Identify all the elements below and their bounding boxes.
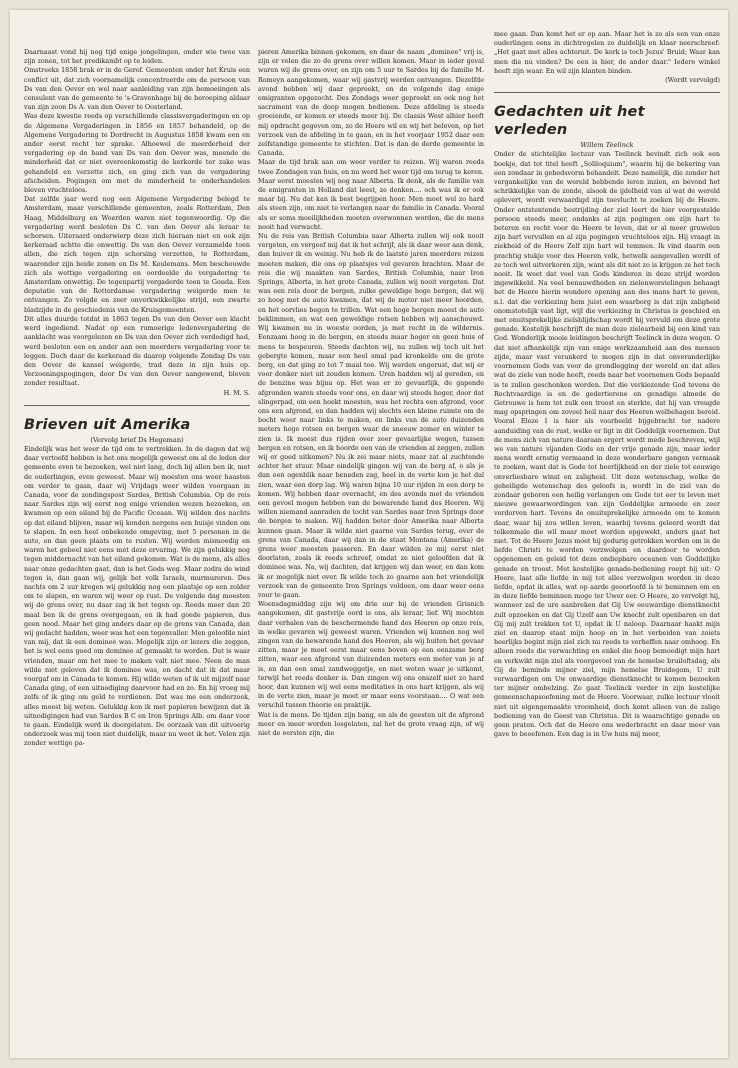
article-title: Brieven uit Amerika [24, 416, 191, 433]
reflections-article [494, 103, 720, 739]
paragraph: Dat zelfde jaar werd nog een Algemene Vergadering belegd te Amsterdam, maar verschillende gemeenten, zoals Rotterdam, Den Haag, Middelburg en Woerden waren niet tegenwoordig. Op die vergadering werd besloten Ds C. van den Oever als leraar te schorsen. Uiteraard onderwierp deze zich hieraan niet en ook zijn kerkeraad achtte die onwettig. Ds van den Oever verzamelde toen allen, die zich tegen zijn schorsing verzetten, te Rotterdam, waaronder zijn beide zonen en Ds M. Keulemans. Men beschouwde zich als wettige vergadering en oordeelde de vergadering te Amsterdam onwettig. De tegenpartij vergaderde toen te Gouda. Een deputatie van de Rotterdamse vergadering weigerde men te ontvangen. Zo volgde en zeer onverkwikkelijke strijd, een zwarte bladzijde in de geschiedenis van de Kruisgemeenten. [24, 195, 250, 314]
article-subtitle: (Vervolg brief Ds Hegeman) [90, 435, 184, 444]
article-author: Willem Teelinck [580, 141, 634, 150]
paragraph: Onder de stichtelijke lectuur van Teelinck bevindt zich ook een boekje, dat tot titel heeft „Soliloquium", waarin hij de bekering van een zondaar in gebedsvorm behandelt. Deze namelijk, die zonder het vergankelijke van de wereld hebbende leren inzien, en bevond het schrikkelijke van de zonde, alsook de ijdelheid van al wat de wereld oplevert, wordt verwaardigd zijn toevlucht te zoeken bij de Heere. Onder ontstentende bestrijding der ziel leert de hier voorgestelde persoon steeds meer, ondanks al zijn pogingen om zijn hart te beteren en recht voor de Heere te leven, dat er al meer gruwelen zijn hart vervullen en al zijn pogingen vruchteloos zijn. Hij vraagt in ziekheid of de Heere Zelf zijn hart wil temmen. Ik vind daarin een prachtig stukje voor des Heeren volk, hetwelk aangevallen wordt of ze toch wel uitverkoren zijn, want als dit niet zo is krijgen ze het toch nooit. Ik weet dat veel van Gods kinderen in deze strijd worden ingewikkeld. Na veel benauwdheden en zielenworstelingen behaagt het de Heere hierin wondere opening aan des mans hart te geven, n.l. dat die verkiezing hem juist een waarborg is dat zijn zaligheid onomstotelijk vast ligt, wijl die verkiezing in Christus is geschied en met onuitsprekelijke zielsblijdschap wordt hij vervuld om deze grote genade. Kostelijk beschrijft de man deze zielearbeid bij een kind van God. Wonderlijk mooie leidingen beschrijft Teelinck in deze wegen. O dat niet afhankelijk zijn van enige werkzaamheid aan des mensen zijde, maar vast verankerd te mogen zijn in dat onveranderlijke voornemen Gods van voor de grondlegging der wereld en dat alles wat de ziele van node heeft, reeds naar het voornemen Gods bepaald is te zullen geschonken worden. Dat die verkiezende God tevens de Rechtvaardige is en de gedertierene en genadige almede de Getrouwe is hem tot zulk een troost en sterkte, dat hij van vreugde mag opspringen om zoveel heil naar des Heeren welbehagen bereid. Vooral Eleze I is hier als voorbeeld bijgebracht ter nadere aanduiding van de rust, welke er ligt in dit Goddelijk voornemen. Dat de mens zich van nature daaraan ergert wordt mede beschreven, wijl we van nature vijanden Gods en der vrije genade zijn, maar ieder mens wordt ernstig vermaand in deze wonderbare gangen vermaak te zoeken, want dat is Gode tot heerlijkheid en der ziele tot eeuwige onverliesbare winst en zaligheid. Uit deze wetenschap, welke de geheiligde wetenschap des geloofs is, wordt in de ziel van de zondaar geboren een heilig verlangen om Gode tot eer te leven met nieuwe gewaarwordingen van zijn Goddelijke armoede en zeer verdorven hart. Tevens de onuitsprekelijke armoede om te komen daar, waar hij zou willen leven, waarbij tevens geleerd wordt dat telkenmale die wil maar moet worden opgewekt, anders gaat het niet. Tot de Heere Jezus moet hij gedurig getrokken worden om in de liefde Christi te worden verzwolgen en daardoor te worden opgenomen en geleid tot deze ondiepbare oceanen van Goddelijke genade en troost. Met kostelijke genade-bediening roept hij uit: O Heere, laat alle liefde in mij tot alles verzwolgen worden in deze liefde, opdat ik alles, wat op aarde geoorloofd is te beminnen om en in deze liefde beminnen moge ter Uwer eer. O Heere, zo vervolgt hij, wanneer zal de ure aanbreken dat Gij Uw eeuwardige dienstknecht zult opzoeken en dat Gij Uzelf aan Uw knecht zult openbaren en dat Gij mij zult trekken tot U, opdat ik U naloop. Daarnaar haakt mijn ziel en daarop staat mijn hoop en in het verbeiden van zoiets heerlijks begint mijn ziel zich nu reeds te verheffen naar omhoog. En alleen reeds die verwachting en enkel die hoop bemoedigt mijn hart en verkwikt mijn ziel als voorgevoel van de hemelse bruiloftsdag, als Gij de beminde mijner ziel, mijn hemelse Bruidegom, U zult verwaardigen om Uw onwaardige dienstknecht te komen bezoeken ter mijner ombelzing. Zo gaat Teelinck verder in zijn kostelijke gemeenschapsoefening met de Heere. Voorwaar, zulke lectuur vloeit niet uit eigengemaakte vroomheid, doch komt alleen van de zalige bediening van de Geest van Christus. Dit is waarachtige genade en geen praten. Och dat de Heere ons wederbracht en daar meer van gave te beoefenen. Een dag is in Uw huis mij meer, [494, 150, 720, 739]
paragraph: pieren Amerika binnen gekomen, en daar de naam „dominee" vrij is, zijn er velen die zo de grens over willen komen. Maar in ieder geval waren wij de grens over, en zijn om 5 uur te Sardes bij de familie M. Romeyn aangekomen, waar wij gastvrij werden ontvangen. Dezelfde avond hebben wij daar gepreekt, en de volgende dag enige emigranten opgezocht. Des Zondags weer gepreekt en ook nog het sacrament van de doop mogen bedienen. Deze afdeling is steeds groeiende, er komen er steeds meer bij. De classis West alhier heeft mij opdracht gegeven om, zo de Heere wil en wij het beleven, op het verzoek van de afdeling in te gaan, en in het voorjaar 1952 daar een zelfstandige gemeente te stichten. Dat is dan de derde gemeente in Canada. [258, 48, 484, 158]
divider [24, 405, 250, 406]
paragraph: Daarnaast vond hij nog tijd enige jongelingen, onder wie twee van zijn zonen, tot het predikambt op te leiden. [24, 48, 250, 66]
article-title: Gedachten uit het verleden [494, 104, 645, 139]
column-3 [494, 30, 720, 1020]
history-article [24, 48, 250, 398]
paragraph: Woensdagmiddag zijn wij om drie uur bij de vrienden Grisnich aangekomen, dit gastvrije oord is ons, als leraar, lief. Wij mochten daar verhalen van de beschermende hand des Heeren op onze reis, in welke gevaren wij geweest waren. Vrienden wij kunnen nog wel zingen van de bewarende hand des Heeren, als wij buiten het gevaar zitten, maar je moet eerst maar eens boven op een eenzame berg zitten, waar een afgrond van duizenden meters een meter van je af is, en dan een smal zandweggetje, en niet weten waar je uitkomt, terwijl het reeds donker is. Dan zingen wij ons onszelf niet zo hard hoor, dan kunnen wij wel eens meditaties in ons hart krijgen, als wij in de verte zien, maar je moet er maar eens voorstaan.... O wat een verschil tussen theorie en praktijk. [258, 600, 484, 710]
paragraph: Eindelijk was het weer de tijd om te vertrekken. In de dagen dat wij daar vertoefd hebben is het ons mogelijk geweest om al de leden der gemeente even te bezoeken, wel niet lang, doch bij allen ben ik, met de ouderlingen, even geweest. Maar wij moesten ons weer haasten om verder te gaan, daar wij Vrijdags weer wilden voorgaan in Canada, voor de zendingspost Sardes, British Columbia. Op de reis naar Sardes zijn wij eerst nog enige vrienden wezen bezoeken, en kwamen op een eiland bij de Pacific Oceaan. Wij wilden des nachts op dat eiland blijven, maar wij konden nergens een huisje vinden om te slapen. In een heel onbekende omgeving, met 5 personen in de auto, en dan geen plaats om te rusten. Wij werden mismoedig en waren het gebeel niet eens met deze ervaring. We zijn gelukkig nog tegen middernacht van het eiland gekomen. Wat is de mens, als alles naar onze gedachten gaat, dan is het Gods weg. Maar zodra de wind tegen is, dan gaan wij, gelijk het volk Israels, murmureren. Des nachts om 2 uur kregen wij gelukkig nog een plaatsje op een zolder om te slapen, en waren wij weer op rust. De volgende dag moesten wij de grens over, nu daar zag ik het tegen op. Reeds meer dan 20 maal ben ik de grens overgegaan, en ik had goede papieren, dus geen nood. Maar het ging anders daar op de grens van Canada, dan wij gedacht hadden, weer was het een tegenvaller. Men geloofde niet van mij, dat ik een dominee was. Mogelijk zijn er lezers die zeggen, het is wel eens goed om dominee af gemaakt te worden. Dat is waar vrienden, maar om het mee te maken valt niet mee. Neen de man wilde niet geloven dat ik dominee was, en dacht dat ik dat maar voorgaf om in Canada te komen. Hij wilde weten of ik uit mijzelf naar Canada ging, of een uitnodiging daarvoor had en zo. En hij vroeg mij zelfs of ik ging om geld te verdienen. Dat was me een onderzoek, alles moest bij weten. Gelukkig kon ik met papieren bewijzen dat ik uitnodigingen had van Sardes B C en Iron Springs Alb. om daar voor te gaan. Eindelijk werd ik doorgelaten. De oorzaak van dit uitvoerig onderzoek was mij toen niet duidelijk, maar nu weet ik het. Velen zijn zonder wettige pa- [24, 444, 250, 748]
paragraph: mee gaan. Dan komt het er op aan. Maar het is zo als een van onze ouderlingen eens in dichtregelen zo duidelijk en klaar neerschreef: „Het gaat met alles achteruit. De kerk is toch Jezus' Bruid; Waar kan men die nu vinden? De een is hier, de ander daar." Iedere winkel heeft zijn waar. En wil zijn klanten binden. [494, 30, 720, 75]
paragraph: Maar de tijd brak aan om weer verder te reizen. Wij waren reeds twee Zondagen van huis, en nu werd het weer tijd om terug te keren. Maar eerst moesten wij nog naar Alberta. Ik denk, als de familie van de emigranten in Holland dat leest, ze denken.... och was ik er ook maar bij. Nu dat kan ik best begrijpen hoor. Men moet wel zo hard als steen zijn, om niet te verlangen naar de familie in Canada. Vooral als er soms moeilijkheden moeten overwonnen worden, die de mens nooit had verwacht. [258, 158, 484, 231]
paragraph: Omstreeks 1858 brak er in de Geref. Gemeenten onder het Kruis een conflict uit, dat zich voornamelijk concentreerde om de persoon van Ds van den Oever en wel naar aanleiding van zijn bemoeiingen als consulent van de gemeente te 's-Gravenhage bij de beroeping aldaar van zijn zoon Ds A. van den Oever te Oosterland. [24, 66, 250, 112]
newspaper-page [10, 10, 728, 1058]
author-initials: H. M. S. [223, 388, 250, 397]
column-2 [258, 48, 484, 1038]
paragraph: Was deze kwestie reeds op verschillende classisvergaderingen en op de Algemene Vergaderingen in 1856 en 1857 behandeld, op de Algemene Vergadering te Dordrecht in Augustus 1858 kwam een en ander eerst recht ter sprake. Alhoewel de meerderheid der vergadering op de hand van Ds van den Oever was, meende de minderheid dat er niet overeenkomstig de kerkorde ter zake was gehandeld en verzette zich, en ging zich van de vergadering afscheiden. Pogingen om met de minderheid te onderhandelen bleven vruchteloos. [24, 112, 250, 195]
letters-article [24, 416, 250, 749]
column-1 [24, 48, 250, 1038]
paragraph: Dit alles duurde totdat in 1863 tegen Ds van den Oever een klacht werd ingediend. Nadat op een rumoerige ledenvergadering de aanklacht was voorgelezen en Ds van den Oever zich verdedigd had, werd besloten een en ander aan een meerdere vergadering voor te leggen. Doch daar de kerkeraad de daarop volgende Zondag Ds van den Oever de kansel weigerde, trad deze in zijn huis op. Verzoeningspogingen, door Ds van den Oever aangewend, bleven zonder resultaat. [24, 314, 250, 388]
paragraph: Nu de reis van British Columbia naar Alberta zullen wij ook nooit vergeten, en vergeef mij dat ik het schrijf, als ik daar weer aan denk, dan huiver ik en weinig. Nu heb ik de laatste jaren meerdere reizen moeten maken, die ons op plaatsjes vol gevaren brachten. Maar de reis die wij maakten van Sardes, British Columbia, naar Iron Springs, Alberta, in het grote Canada, zullen wij nooit vergeten. Dat was een reis door de bergen, zulke geweldige hoge bergen, dat wij zo hoog met de auto kwamen, dat wij de motor niet meer hoorden, en het oorvlies begon te trillen. Wat een hoge bergen moest de auto beklimmen, en wat een geweldige rotsen hebben wij aanschouwd. Wij kwamen nu in woeste oorden, ja met recht in de wildernis. Eenzaam hoog in de bergen, en steeds maar hoger en geen huis of mens te bespeuren. Steeds dachten wij, nu zullen wij toch uit het gebergte komen, maar een heel smal pad kronkelde om de grote berg, en dat ging zo tot 7 maal toe. Wij werden ongerust, dat wij er voor donker niet uit zouden komen. Uren hadden wij al gereden, en de benzine was bijna op. Het was er zo gevaarlijk, de gapende afgronden waren steeds voor ons, en daar wij steeds hoger, door dat slingerpad, om een hoekt moesten, was het rechts een afgrond, voor ons een afgrond, en dan hadden wij slechts een kleine ruimte om de bocht weer naar links te maken, en links van de auto duizenden meters hoge rotsen en bergen waar de sneeuw zomer en winter te zien is. Ik moest dus rijden over zeer gevaarlijke wegen, tussen bergen en rotsen, en ik hoorde een van de vrienden al zeggen, zullen wij er goed uitkomen? Nu ik zei maar niets, maar zat al zuchtende achter het stuur. Maar eindelijk gingen wij van de berg af, o als je dan een ogenblik naar beneden zag, heel in de verte kon je het dal zien, waar een dorp lag. Wij waren bijna 10 uur rijden in een dorp te komen. Wij hebben daar overnacht, en des avonds met de vrienden een gevoel mogen hebben van de bewarende hand des Heeren. Wij willen niemand aanraden de tocht van Sardes naar Iron Springs door de bergen te maken. Wij hadden beter door Amerika naar Alberta kunnen gaan. Maar ik wilde niet gaarne van Sardes terug, over de grens van Canada, daar wij dan in de staat Montana (Amerika) de grens weer moesten passeren. En daar wilden ze mij eerst niet doorlaten, zoals ik reeds schreef, omdat ze niet geloofden dat ik dominee was. Na, wij dachten, dat krijgen wij dan weer, en dan kom ik er mogelijk niet over. Ik wilde toch zo gaarne aan het vriendelijk verzoek van de gemeente Iron Springs voldoen, om daar weer eens voor te gaan. [258, 232, 484, 599]
to-be-continued: (Wordt vervolgd) [665, 76, 720, 85]
paragraph: Wat is de mens. De tijden zijn bang, en als de geesten uit de afgrond meer en meer worden losgelaten, zal het de grote vraag zijn, of wij niet de eersten zijn, die [258, 710, 484, 738]
divider [494, 92, 720, 93]
